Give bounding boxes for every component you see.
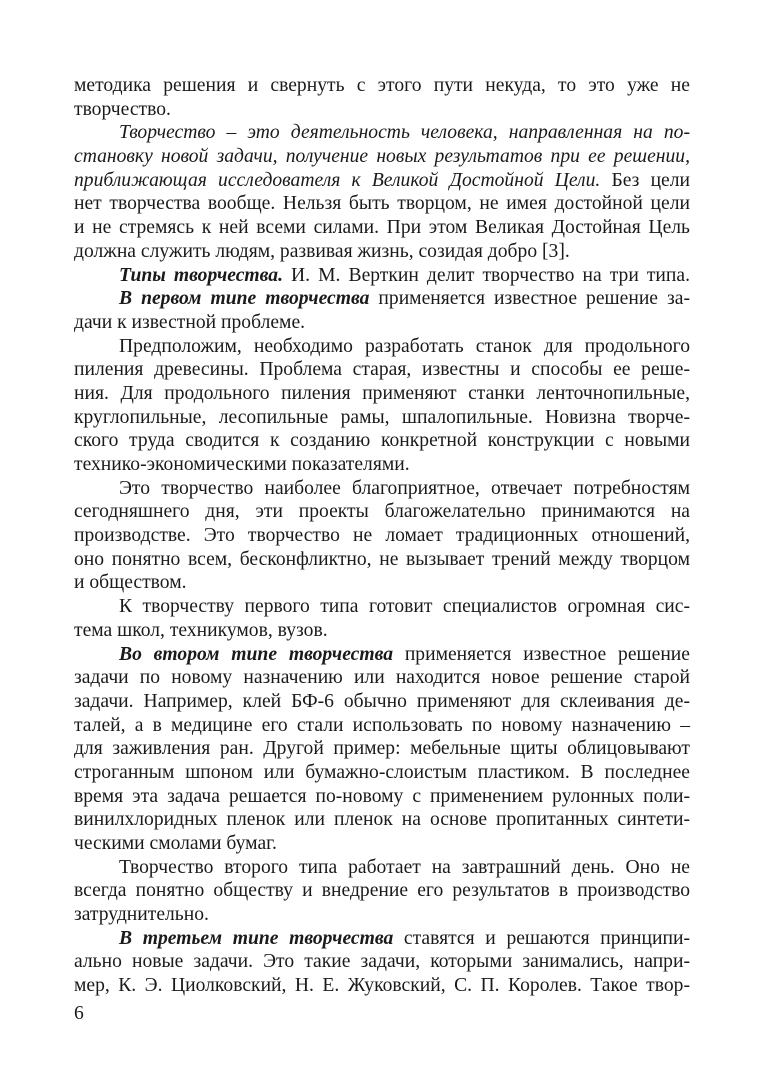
text-line-italic: Творчество – это деятельность человека, направленная на по- — [119, 122, 690, 144]
run-in-heading: В третьем типе творчества — [119, 927, 394, 949]
text-line — [74, 264, 690, 288]
text-line: ческими смолами бумаг. — [74, 833, 277, 854]
heading-rest: применяется известное решение — [393, 643, 690, 665]
text-line: задачи. Например, клей БФ-6 обычно применяют для склеивания де- — [74, 690, 690, 712]
text-line: задачи по новому назначению или находится новое решение старой — [74, 667, 690, 689]
text-line: время эта задача решается по-новому с применением рулонных поли- — [74, 785, 690, 807]
heading-rest: И. М. Верткин делит творчество на три типа. — [282, 264, 690, 286]
paragraph-types-heading — [74, 264, 690, 288]
text-line: ния. Для продольного пиления применяют станки ленточнопильные, — [74, 382, 690, 404]
text-line: пиления древесины. Проблема старая, известны и способы ее реше- — [74, 359, 690, 381]
text-line: мер, К. Э. Циолковский, Н. Е. Жуковский, С. П. Королев. Такое твор- — [74, 975, 690, 997]
run-in-heading: Типы творчества. — [119, 264, 283, 286]
text-line: круглопильные, лесопильные рамы, шпалопильные. Новизна творче- — [74, 406, 690, 428]
text-line: всегда понятно обществу и внедрение его результатов в производство — [74, 880, 690, 902]
text-line: К творчеству первого типа готовит специалистов огромная сис- — [119, 596, 690, 618]
paragraph-third-type — [74, 927, 690, 998]
text-line: Предположим, необходимо разработать станок для продольного — [119, 335, 690, 357]
text-line-italic: становку новой задачи, получение новых результатов при ее решении, — [74, 146, 690, 168]
definition-rest: Без цели — [600, 169, 691, 191]
text-line: и обществом. — [74, 572, 187, 594]
run-in-heading: В первом типе творчества — [119, 288, 370, 310]
page-number: 6 — [74, 1003, 84, 1024]
paragraph-1 — [74, 74, 690, 121]
text-line: сегодняшнего дня, эти проекты благожелательно принимаются на — [74, 501, 690, 523]
text-line: ского труда сводится к созданию конкретной конструкции с новыми — [74, 430, 690, 452]
text-line: Творчество второго типа работает на завтрашний день. Оно не — [119, 856, 690, 878]
text-body — [74, 74, 690, 998]
paragraph-example-saw — [74, 335, 690, 477]
definition-italic-end: приближающая исследователя к Великой Достойной Цели. — [74, 169, 601, 191]
text-line: оно понятно всем, бесконфликтно, не вызывает трений между творцом — [74, 548, 690, 570]
text-line: должна служить людям, развивая жизнь, созидая добро [3]. — [74, 240, 570, 262]
text-line: для заживления ран. Другой пример: мебельные щиты облицовывают — [74, 738, 690, 760]
heading-rest: применяется известное решение за- — [369, 288, 690, 310]
paragraph-schools — [74, 595, 690, 642]
text-line: Это творчество наиболее благоприятное, отвечает потребностям — [119, 477, 690, 499]
paragraph-second-type-future — [74, 856, 690, 927]
heading-rest: ставятся и решаются принципи- — [393, 927, 690, 949]
text-line: талей, а в медицине его стали использовать по новому назначению – — [74, 714, 690, 736]
text-line: и не стремясь к ней всеми силами. При этом Великая Достойная Цель — [74, 217, 690, 239]
text-line — [74, 643, 690, 667]
text-line: технико-экономическими показателями. — [74, 454, 410, 475]
text-line: нет творчества вообще. Нельзя быть творцом, не имея достойной цели — [74, 193, 690, 215]
paragraph-definition — [74, 121, 690, 263]
paragraph-first-type — [74, 287, 690, 334]
text-line: строганным шпоном или бумажно-слоистым пластиком. В последнее — [74, 761, 690, 783]
text-line — [74, 169, 690, 193]
text-line: винилхлоридных пленок или пленок на основе пропитанных синтети- — [74, 809, 690, 831]
paragraph-second-type — [74, 643, 690, 856]
text-line: ально новые задачи. Это такие задачи, которыми занимались, напри- — [74, 951, 690, 973]
text-line: затруднительно. — [74, 904, 209, 926]
text-line: дачи к известной проблеме. — [74, 311, 306, 333]
text-line: методика решения и свернуть с этого пути некуда, то это уже не — [74, 75, 690, 96]
paragraph-favorable — [74, 477, 690, 595]
text-line — [74, 287, 690, 311]
text-line: творчество. — [74, 98, 171, 120]
text-line: производстве. Это творчество не ломает традиционных отношений, — [74, 525, 690, 547]
text-line: тема школ, техникумов, вузов. — [74, 619, 328, 641]
run-in-heading: Во втором типе творчества — [119, 643, 393, 665]
text-line — [74, 927, 690, 951]
